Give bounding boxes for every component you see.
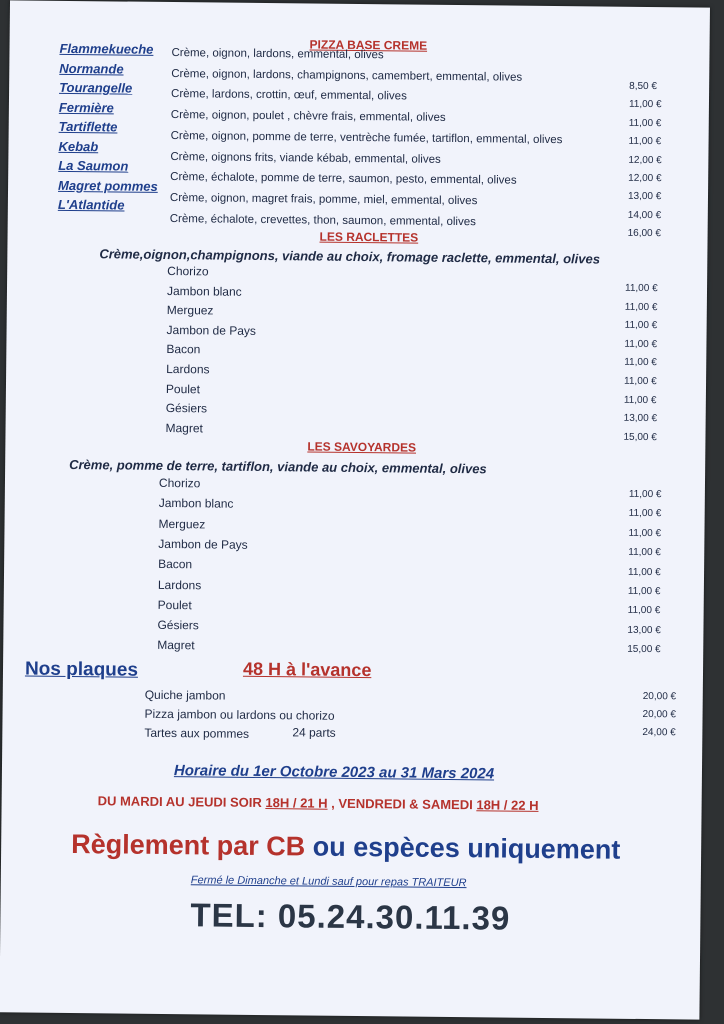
- raclette-price: 11,00 €: [623, 394, 657, 406]
- raclettes-subtitle: Crème,oignon,champignons, viande au choix, fromage raclette, emmental, olives: [99, 246, 601, 267]
- raclette-item: Poulet: [165, 381, 201, 396]
- raclette-item: Lardons: [166, 361, 210, 377]
- pizza-name: L'Atlantide: [57, 196, 125, 213]
- savoyarde-price: 11,00 €: [627, 605, 661, 617]
- pizza-description: Crème, oignons frits, viande kébab, emmental, olives: [170, 150, 441, 166]
- pizza-price: 12,00 €: [628, 172, 662, 185]
- savoyarde-item: Jambon de Pays: [158, 536, 248, 552]
- savoyarde-item: Bacon: [158, 557, 193, 572]
- plaque-price: 24,00 €: [642, 726, 676, 739]
- plaque-price: 20,00 €: [642, 708, 677, 721]
- days-weekday: DU MARDI AU JEUDI SOIR: [97, 793, 266, 811]
- hours-weekday: 18H / 21 H: [265, 795, 328, 811]
- savoyarde-price: 11,00 €: [628, 547, 661, 559]
- plaques-title: Nos plaques: [24, 658, 139, 681]
- savoyarde-price: 11,00 €: [628, 566, 661, 578]
- plaque-item: Quiche jambon: [144, 687, 226, 703]
- savoyarde-item: Lardons: [157, 577, 202, 592]
- opening-days: [98, 793, 539, 813]
- pizza-section-title: PIZZA BASE CREME: [309, 37, 428, 53]
- savoyarde-price: 15,00 €: [627, 644, 661, 656]
- pizza-description: Crème, oignon, lardons, emmental, olives: [171, 47, 384, 62]
- pizza-name: La Saumon: [58, 157, 129, 174]
- pizza-price: 13,00 €: [627, 191, 662, 203]
- pizza-description: Crème, lardons, crottin, œuf, emmental, olives: [170, 88, 407, 103]
- pizza-price: 8,50 €: [629, 80, 658, 93]
- raclette-price: 11,00 €: [624, 357, 657, 369]
- pizza-name: Flammekueche: [59, 40, 154, 57]
- raclette-price: 11,00 €: [624, 338, 658, 350]
- pizza-description: Crème, échalote, pomme de terre, saumon, pesto, emmental, olives: [170, 171, 517, 187]
- pizza-description: Crème, échalote, crevettes, thon, saumon, emmental, olives: [169, 212, 476, 228]
- plaque-item: Tartes aux pommes: [144, 725, 250, 741]
- pizza-price: 11,00 €: [628, 117, 662, 129]
- raclette-price: 13,00 €: [623, 412, 658, 425]
- horaire-line: Horaire du 1er Octobre 2023 au 31 Mars 2024: [173, 762, 495, 783]
- savoyarde-item: Jambon blanc: [158, 496, 234, 511]
- raclette-item: Jambon blanc: [166, 283, 242, 299]
- pizza-price: 11,00 €: [628, 99, 662, 111]
- pizza-name: Tartiflette: [58, 118, 118, 135]
- plaque-price: 20,00 €: [642, 690, 677, 703]
- savoyarde-item: Gésiers: [157, 618, 199, 633]
- pizza-price: 16,00 €: [627, 228, 662, 240]
- raclette-price: 11,00 €: [624, 301, 658, 313]
- savoyarde-price: 11,00 €: [628, 488, 662, 501]
- plaque-item: Pizza jambon ou lardons ou chorizo: [144, 706, 335, 723]
- savoyarde-item: Magret: [157, 638, 195, 653]
- savoyardes-section-title: LES SAVOYARDES: [307, 439, 417, 455]
- phone-number: TEL: 05.24.30.11.39: [190, 896, 511, 937]
- pizza-name: Normande: [59, 60, 124, 77]
- days-weekend: , VENDREDI & SAMEDI: [327, 795, 477, 813]
- raclette-item: Jambon de Pays: [166, 322, 257, 338]
- pizza-name: Kebab: [58, 138, 99, 154]
- savoyarde-price: 11,00 €: [628, 508, 662, 520]
- plaque-note: 24 parts: [292, 725, 336, 740]
- plaques-notice: 48 H à l'avance: [242, 658, 372, 681]
- savoyarde-item: Merguez: [158, 516, 206, 532]
- closed-days: Fermé le Dimanche et Lundi sauf pour repas TRAITEUR: [190, 874, 467, 890]
- savoyarde-price: 13,00 €: [627, 624, 661, 636]
- pizza-name: Fermière: [58, 99, 114, 115]
- hours-weekend: 18H / 22 H: [476, 797, 539, 813]
- pizza-name: Magret pommes: [58, 177, 158, 194]
- pizza-price: 14,00 €: [627, 209, 662, 221]
- savoyarde-price: 11,00 €: [627, 585, 661, 598]
- payment-cash: ou espèces uniquement: [312, 831, 621, 865]
- raclette-item: Magret: [165, 420, 203, 436]
- pizza-price: 12,00 €: [628, 154, 662, 166]
- savoyardes-subtitle: Crème, pomme de terre, tartiflon, viande au choix, emmental, olives: [69, 456, 487, 477]
- raclette-price: 11,00 €: [624, 375, 657, 388]
- savoyarde-item: Poulet: [157, 597, 192, 613]
- pizza-description: Crème, oignon, lardons, champignons, camembert, emmental, olives: [171, 67, 523, 84]
- pizza-description: Crème, oignon, poulet , chèvre frais, emmental, olives: [170, 109, 446, 124]
- savoyarde-price: 11,00 €: [628, 527, 662, 539]
- pizza-price: 11,00 €: [628, 136, 662, 148]
- raclette-item: Gésiers: [165, 401, 208, 416]
- pizza-name: Tourangelle: [59, 79, 133, 96]
- pizza-description: Crème, oignon, magret frais, pomme, miel, emmental, olives: [169, 191, 478, 208]
- payment-line: [71, 829, 620, 866]
- raclette-item: Chorizo: [167, 263, 209, 279]
- raclette-item: Merguez: [166, 303, 214, 318]
- raclette-price: 11,00 €: [624, 282, 658, 295]
- raclette-item: Bacon: [166, 342, 201, 357]
- raclette-price: 15,00 €: [623, 431, 657, 443]
- pizza-description: Crème, oignon, pomme de terre, ventrèche fumée, tartiflon, emmental, olives: [170, 129, 563, 146]
- raclette-price: 11,00 €: [624, 319, 658, 332]
- raclettes-section-title: LES RACLETTES: [319, 229, 419, 245]
- savoyarde-item: Chorizo: [158, 475, 201, 491]
- payment-cb: Règlement par CB: [71, 829, 313, 862]
